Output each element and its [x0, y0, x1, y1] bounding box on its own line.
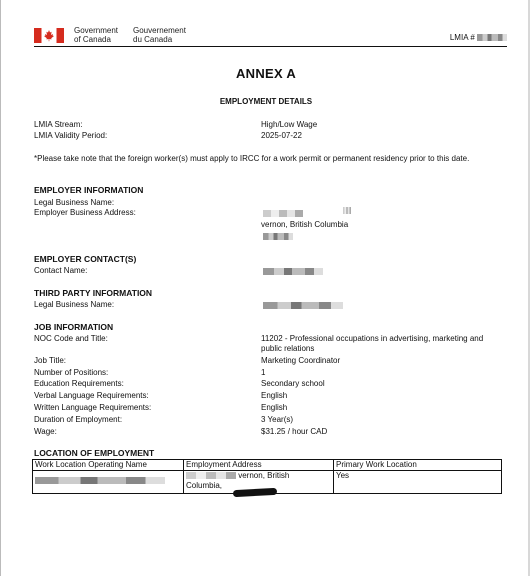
- employer-legal-label: Legal Business Name:: [34, 198, 115, 207]
- written-language-value: English: [261, 403, 288, 412]
- location-heading: LOCATION OF EMPLOYMENT: [34, 448, 155, 458]
- education-label: Education Requirements:: [34, 379, 124, 388]
- redacted-lmia-number: [477, 34, 507, 41]
- gov-en-wordmark: Government of Canada: [74, 26, 119, 44]
- employer-address-value: vernon, British Columbia: [261, 220, 349, 229]
- third-party-legal-label: Legal Business Name:: [34, 300, 115, 309]
- noc-value: 11202 - Professional occupations in advertising, marketing and public relations: [261, 334, 484, 353]
- redacted-operating-name: [35, 477, 165, 484]
- employer-heading: EMPLOYER INFORMATION: [34, 185, 144, 195]
- stream-value: High/Low Wage: [261, 120, 318, 129]
- job-title-value: Marketing Coordinator: [261, 356, 341, 365]
- wage-label: Wage:: [34, 427, 57, 436]
- document-header: [34, 26, 507, 47]
- table-header-row: [33, 460, 502, 471]
- stream-label: LMIA Stream:: [34, 120, 83, 129]
- redacted-employer-name: [263, 210, 303, 217]
- employer-address-label: Employer Business Address:: [34, 208, 136, 217]
- verbal-language-value: English: [261, 391, 288, 400]
- contact-name-label: Contact Name:: [34, 266, 88, 275]
- education-value: Secondary school: [261, 379, 325, 388]
- validity-label: LMIA Validity Period:: [34, 131, 108, 140]
- noc-label: NOC Code and Title:: [34, 334, 108, 343]
- col-operating-name: Work Location Operating Name: [33, 460, 184, 471]
- lmia-number: LMIA #: [450, 33, 507, 42]
- contact-heading: EMPLOYER CONTACT(S): [34, 254, 137, 264]
- wage-value: $31.25 / hour CAD: [261, 427, 328, 436]
- page-subtitle: EMPLOYMENT DETAILS: [219, 97, 313, 106]
- positions-label: Number of Positions:: [34, 368, 109, 377]
- duration-label: Duration of Employment:: [34, 415, 123, 424]
- redacted-contact-name: [263, 268, 323, 275]
- job-title-label: Job Title:: [34, 356, 67, 365]
- page-title: ANNEX A: [235, 66, 297, 81]
- job-heading: JOB INFORMATION: [34, 322, 114, 332]
- redacted-street: [186, 472, 236, 479]
- col-employment-address: Employment Address: [184, 460, 334, 471]
- cell-primary-location: Yes: [334, 471, 502, 494]
- redacted-employer-name-2: [343, 207, 351, 214]
- duration-value: 3 Year(s): [261, 415, 294, 424]
- redaction-scribble: [233, 488, 277, 497]
- verbal-language-label: Verbal Language Requirements:: [34, 391, 149, 400]
- canada-flag-icon: [34, 28, 64, 43]
- col-primary-location: Primary Work Location: [334, 460, 502, 471]
- third-party-heading: THIRD PARTY INFORMATION: [34, 288, 153, 298]
- notice-text: *Please take note that the foreign worker(s) must apply to IRCC for a work permit or permanent residency prior to this date.: [34, 154, 470, 163]
- positions-value: 1: [261, 368, 266, 377]
- cell-operating-name: [33, 471, 184, 494]
- gov-fr-wordmark: Gouvernement du Canada: [133, 26, 186, 44]
- cell-employment-address: vernon, British Columbia,: [184, 471, 334, 494]
- redacted-employer-postal: [263, 233, 293, 240]
- redacted-third-party-name: [263, 302, 343, 309]
- written-language-label: Written Language Requirements:: [34, 403, 152, 412]
- validity-value: 2025-07-22: [261, 131, 302, 140]
